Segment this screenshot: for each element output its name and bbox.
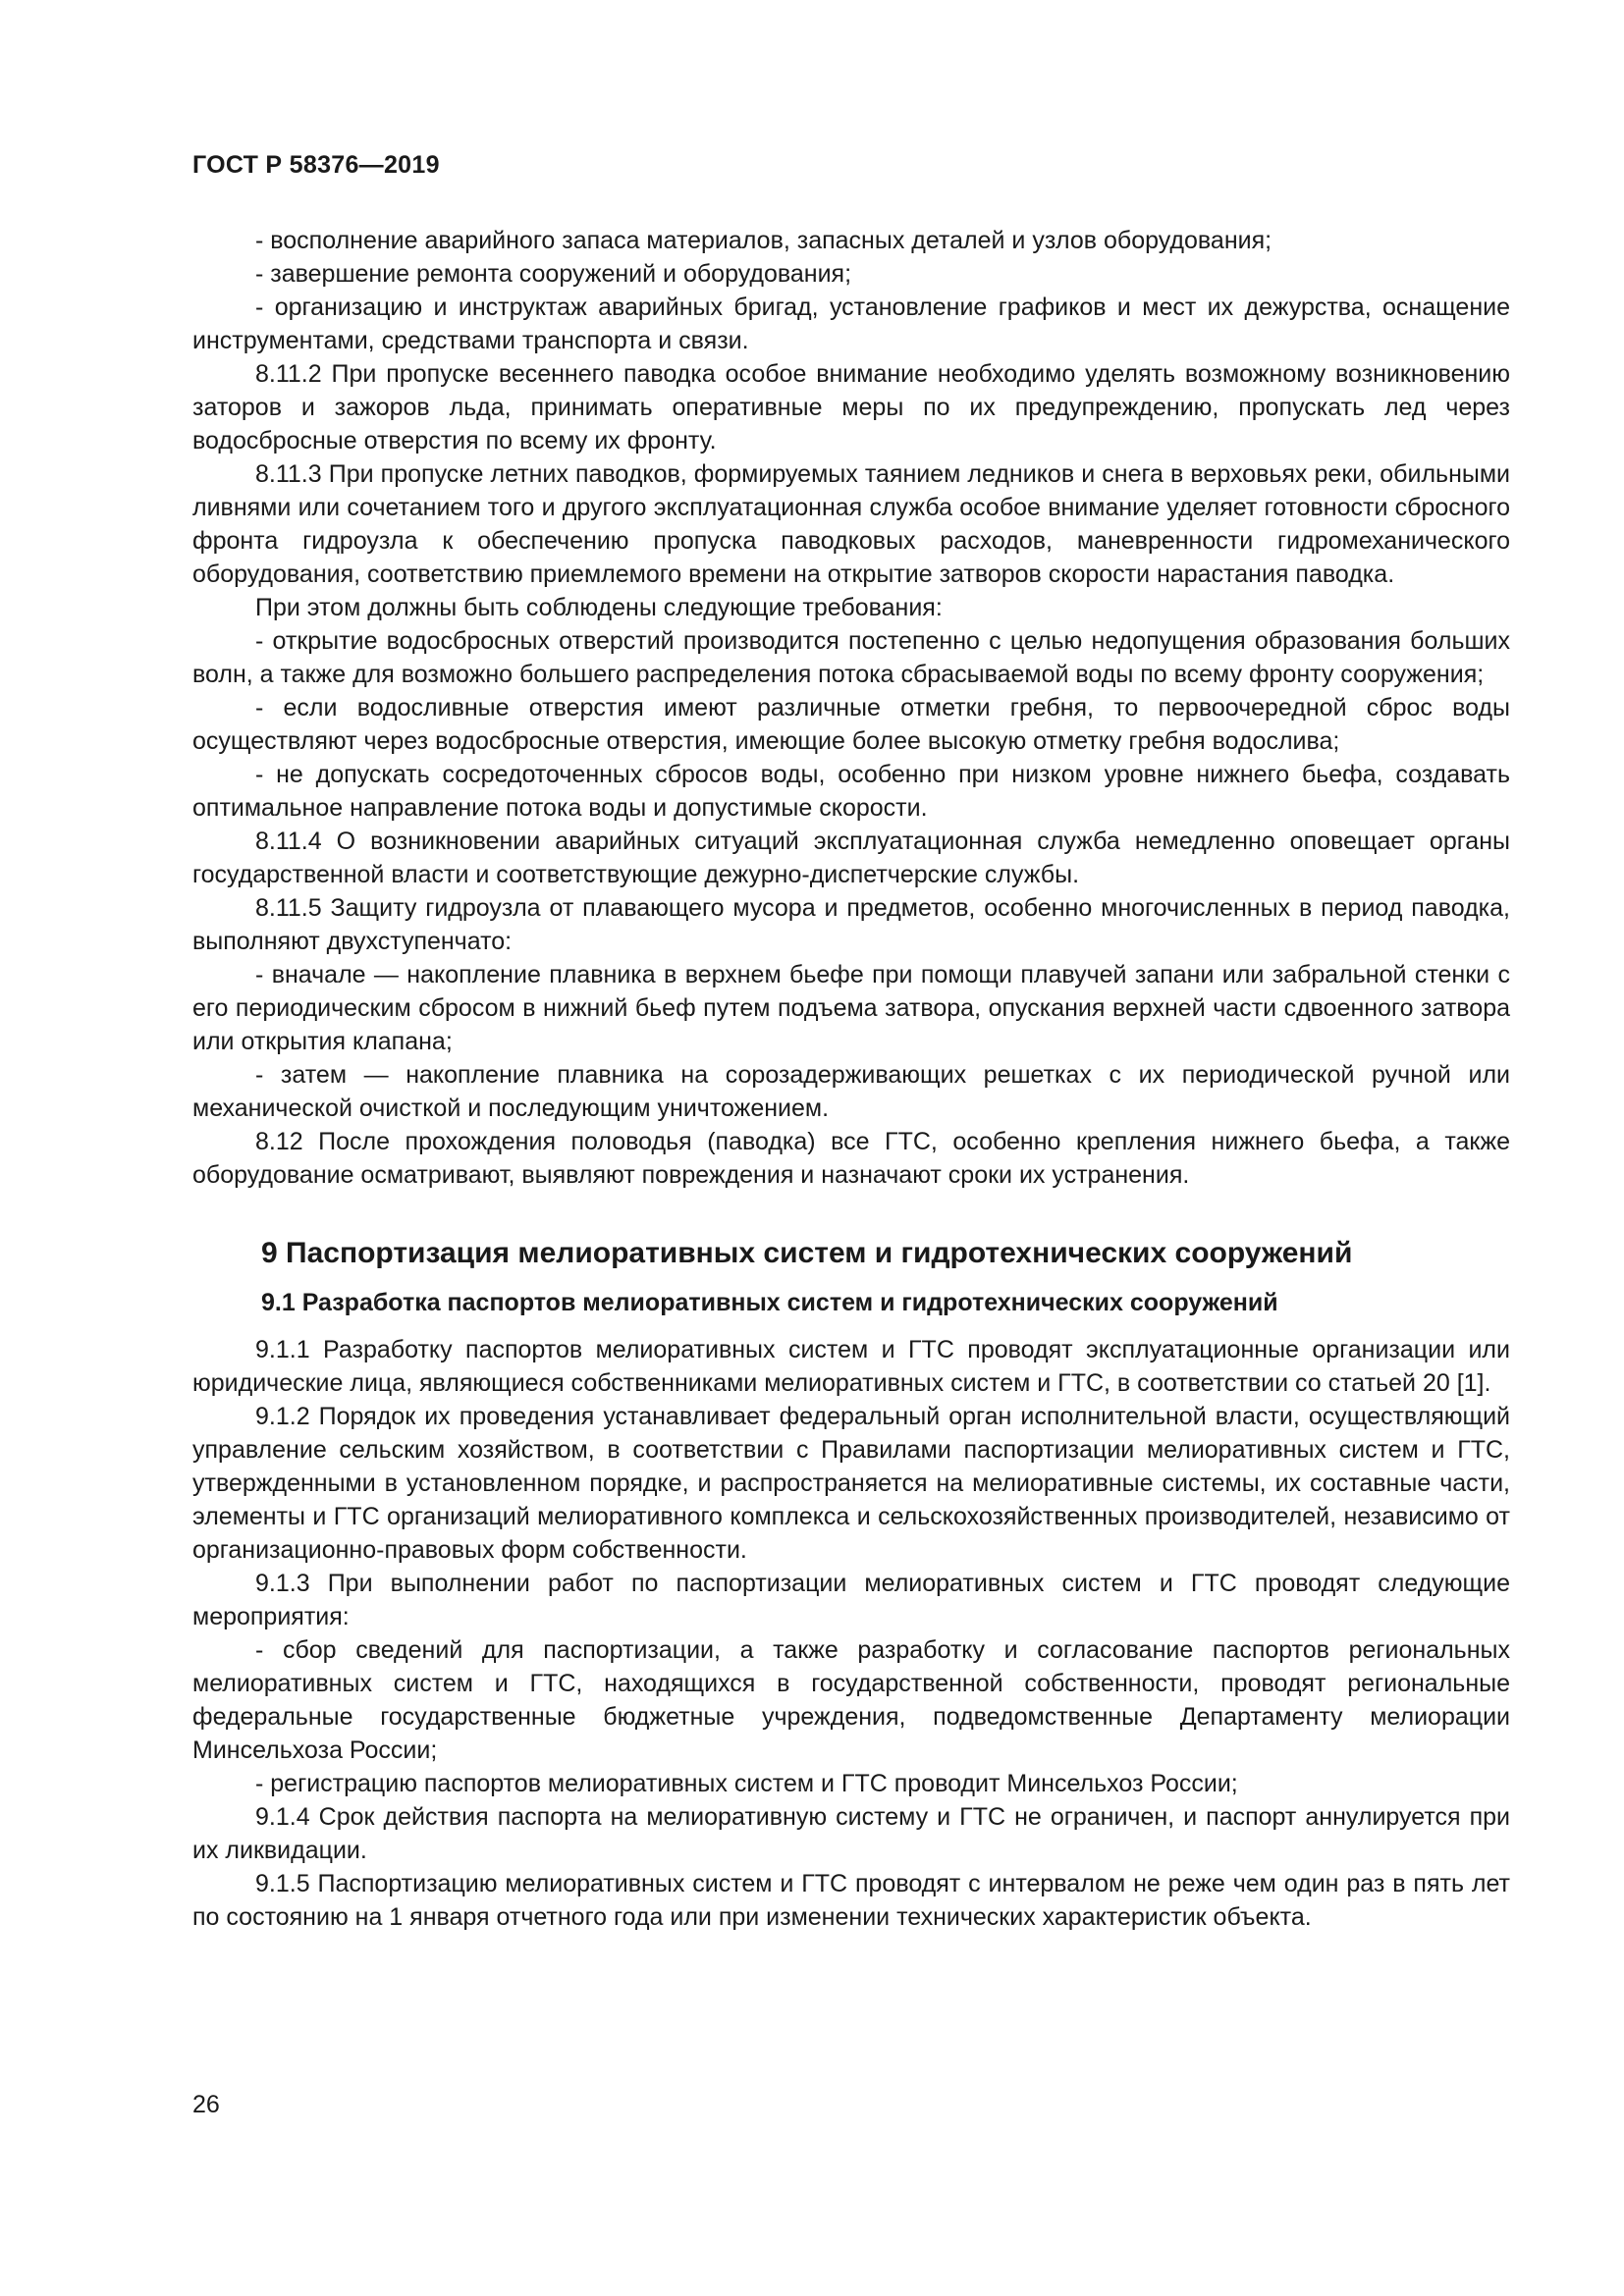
paragraph-8-11-2: 8.11.2 При пропуске весеннего паводка особое внимание необходимо уделять возможному возникновению заторов и зажоров льда, принимать оперативные меры по их предупреждению, пропускать лед через водосбросные отверстия по всему их фронту. bbox=[192, 360, 1510, 454]
paragraph-8-12: 8.12 После прохождения половодья (паводка) все ГТС, особенно крепления нижнего бьефа, а также оборудование осматривают, выявляют повреждения и назначают сроки их устранения. bbox=[192, 1128, 1510, 1189]
list-item: - не допускать сосредоточенных сбросов воды, особенно при низком уровне нижнего бьефа, создавать оптимальное направление потока воды и допустимые скорости. bbox=[192, 761, 1510, 822]
list-item: - если водосливные отверстия имеют различные отметки гребня, то первоочередной сброс воды осуществляют через водосбросные отверстия, имеющие более высокую отметку гребня водослива; bbox=[192, 694, 1510, 755]
list-item: - затем — накопление плавника на сорозадерживающих решетках с их периодической ручной или механической очисткой и последующим уничтожением. bbox=[192, 1061, 1510, 1122]
list-item: - восполнение аварийного запаса материалов, запасных деталей и узлов оборудования; bbox=[255, 227, 1272, 254]
paragraph-8-11-4: 8.11.4 О возникновении аварийных ситуаций эксплуатационная служба немедленно оповещает органы государственной власти и соответствующие дежурно-диспетчерские службы. bbox=[192, 828, 1510, 888]
list-item: - вначале — накопление плавника в верхнем бьефе при помощи плавучей запани или забральной стенки с его периодическим сбросом в нижний бьеф путем подъема затвора, опускания верхней части сдвоенного затвора или открытия клапана; bbox=[192, 961, 1510, 1055]
paragraph: При этом должны быть соблюдены следующие требования: bbox=[255, 594, 943, 621]
paragraph-8-11-5: 8.11.5 Защиту гидроузла от плавающего мусора и предметов, особенно многочисленных в период паводка, выполняют двухступенчато: bbox=[192, 894, 1510, 955]
list-item: - завершение ремонта сооружений и оборудования; bbox=[255, 260, 852, 288]
paragraph-8-11-3: 8.11.3 При пропуске летних паводков, формируемых таянием ледников и снега в верховьях реки, обильными ливнями или сочетанием того и другого эксплуатационная служба особое внимание уделяет готовности сбросного фронта гидроузла к обеспечению пропуска паводковых расходов, маневренности гидромеханического оборудования, соответствию приемлемого времени на открытие затворов скорости нарастания паводка. bbox=[192, 460, 1510, 588]
list-item: - открытие водосбросных отверстий производится постепенно с целью недопущения образования больших волн, а также для возможно большего распределения потока сбрасываемой воды по всему фронту сооружения; bbox=[192, 627, 1510, 688]
subsection-9-1-heading: 9.1 Разработка паспортов мелиоративных систем и гидротехнических сооружений bbox=[261, 1289, 1278, 1316]
paragraph-9-1-4: 9.1.4 Срок действия паспорта на мелиоративную систему и ГТС не ограничен, и паспорт аннулируется при их ликвидации. bbox=[192, 1803, 1510, 1864]
list-item: - организацию и инструктаж аварийных бригад, установление графиков и мест их дежурства, оснащение инструментами, средствами транспорта и связи. bbox=[192, 294, 1510, 354]
page-number: 26 bbox=[192, 2091, 220, 2118]
section-9-heading: 9 Паспортизация мелиоративных систем и гидротехнических сооружений bbox=[261, 1237, 1353, 1269]
paragraph-9-1-5: 9.1.5 Паспортизацию мелиоративных систем и ГТС проводят с интервалом не реже чем один раз в пять лет по состоянию на 1 января отчетного года или при изменении технических характеристик объекта. bbox=[192, 1870, 1510, 1931]
paragraph-9-1-2: 9.1.2 Порядок их проведения устанавливает федеральный орган исполнительной власти, осуществляющий управление сельским хозяйством, в соответствии с Правилами паспортизации мелиоративных систем и ГТС, утвержденными в установленном порядке, и распространяется на мелиоративные системы, их составные части, элементы и ГТС организаций мелиоративного комплекса и сельскохозяйственных производителей, независимо от организационно-правовых форм собственности. bbox=[192, 1403, 1510, 1564]
paragraph-9-1-1: 9.1.1 Разработку паспортов мелиоративных систем и ГТС проводят эксплуатационные организации или юридические лица, являющиеся собственниками мелиоративных систем и ГТС, в соответствии со статьей 20 [1]. bbox=[192, 1336, 1510, 1397]
paragraph-9-1-3: 9.1.3 При выполнении работ по паспортизации мелиоративных систем и ГТС проводят следующие мероприятия: bbox=[192, 1570, 1510, 1630]
document-body bbox=[192, 224, 1510, 1934]
document-header: ГОСТ Р 58376—2019 bbox=[192, 151, 440, 179]
list-item: - сбор сведений для паспортизации, а также разработку и согласование паспортов региональных мелиоративных систем и ГТС, находящихся в государственной собственности, проводят региональные федеральные государственные бюджетные учреждения, подведомственные Департаменту мелиорации Минсельхоза России; bbox=[192, 1636, 1510, 1764]
list-item: - регистрацию паспортов мелиоративных систем и ГТС проводит Минсельхоз России; bbox=[255, 1770, 1238, 1797]
